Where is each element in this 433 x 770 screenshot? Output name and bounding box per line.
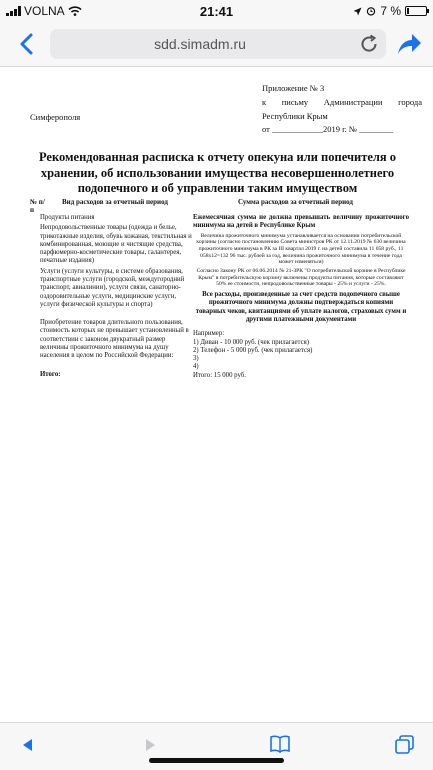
receipts-requirement: Все расходы, произведенные за счет средств подопечного свыше прожиточного минимума должны подтверждаться копиями товарных чеков, квитанциями об уплате налогов, страховых сумм и другими платежными документами bbox=[195, 291, 407, 324]
carrier-name: VOLNA bbox=[24, 4, 65, 18]
example-line-2: 2) Телефон - 5 000 руб. (чек прилагается) bbox=[193, 346, 313, 354]
status-time: 21:41 bbox=[199, 4, 234, 19]
expense-total-label: Итого: bbox=[40, 370, 61, 378]
appendix-header bbox=[262, 84, 422, 139]
address-bar[interactable] bbox=[50, 29, 386, 59]
forward-nav-icon[interactable] bbox=[144, 737, 158, 753]
example-heading: Например: bbox=[193, 330, 225, 338]
home-indicator bbox=[149, 758, 284, 763]
reload-icon[interactable] bbox=[358, 33, 380, 55]
monthly-limit-heading: Ежемесячная сумма не должна превышать величину прожиточного минимума на детей в Республике Крым bbox=[193, 214, 409, 230]
appendix-title: Приложение № 3 bbox=[262, 83, 325, 93]
header-amount: Сумма расходов за отчетный период bbox=[238, 198, 353, 206]
appendix-line2: к письму Администрации города bbox=[262, 96, 422, 107]
url-text: sdd.simadm.ru bbox=[154, 36, 246, 52]
share-arrow-icon[interactable] bbox=[395, 30, 423, 58]
document-title: Рекомендованная расписка к отчету опекуна или попечителя о хранении, об использовании имущества несовершеннолетнего подопечного и об управлении таким имуществом bbox=[38, 150, 397, 196]
city-line: Симферополя bbox=[30, 112, 81, 122]
expense-types-column bbox=[40, 214, 195, 379]
header-num: № п/п bbox=[30, 198, 45, 215]
appendix-line4: от ____________2019 г. № ________ bbox=[262, 124, 394, 135]
expense-durable: Приобретение товаров длительного пользования, стоимость которых не превышает установленный в соответствии с законом двукратный размер величины прожиточного минимума на душу населения в целом по Российской Федерации: bbox=[40, 319, 189, 360]
header-type: Вид расходов за отчетный период bbox=[62, 198, 168, 206]
back-arrow-icon[interactable] bbox=[14, 31, 40, 57]
alarm-icon bbox=[366, 6, 376, 16]
example-line-3: 3) bbox=[193, 355, 199, 363]
expense-services: Услуги (услуги культуры, в системе образования, транспортные услуги (городской, междугородний транспорт, авиалинии), услуги связи, санаторно-оздоровительные услуги, медицинские услуги, услуги физической культуры и спорта) bbox=[40, 267, 185, 308]
status-bar bbox=[0, 0, 433, 22]
appendix-line3: Республики Крым bbox=[262, 110, 328, 121]
location-icon bbox=[353, 7, 362, 16]
subsistence-note: Величина прожиточного минимума устанавливается на основании потребительской корзины (согласно постановлению Совета министров РК от 12.11.2019 № 630 величина прожиточного минимума в РК за III квартал 2019 г. на детей составила 11 058 руб., 11 058х12=132 96 тыс. рублей за год, величина прожиточного минимума в течение года может изменяться) bbox=[196, 232, 406, 266]
example-line-4: 4) bbox=[193, 363, 199, 371]
example-line-1: 1) Диван - 10 000 руб. (чек прилагается) bbox=[193, 338, 309, 346]
status-right bbox=[353, 4, 427, 18]
example-total: Итого: 15 000 руб. bbox=[193, 371, 246, 379]
battery-icon bbox=[405, 6, 427, 16]
expense-nonfood: Непродовольственные товары (одежда и белье, трикотажные изделия, обувь кожаная, текстильная и комбинированная, моющие и чистящие средства, парфюмерно-косметические товары, галантерея, печатные издания) bbox=[40, 224, 192, 265]
browser-toolbar bbox=[0, 22, 433, 67]
law-note: Согласно Закону РК от 06.06.2014 № 21-ЗРК "О потребительской корзине в Республике Крым" в потребительскую корзину включены продукты питания, которые составляют 50% ее стоимости, непродовольственные товары - 25% и услуги - 25%. bbox=[196, 268, 406, 288]
bookmarks-book-icon[interactable] bbox=[270, 735, 290, 753]
battery-percent: 7 % bbox=[380, 4, 401, 18]
back-nav-icon[interactable] bbox=[20, 737, 34, 753]
tabs-icon[interactable] bbox=[395, 735, 415, 755]
expense-food: Продукты питания bbox=[40, 214, 95, 221]
amount-column bbox=[193, 214, 409, 380]
